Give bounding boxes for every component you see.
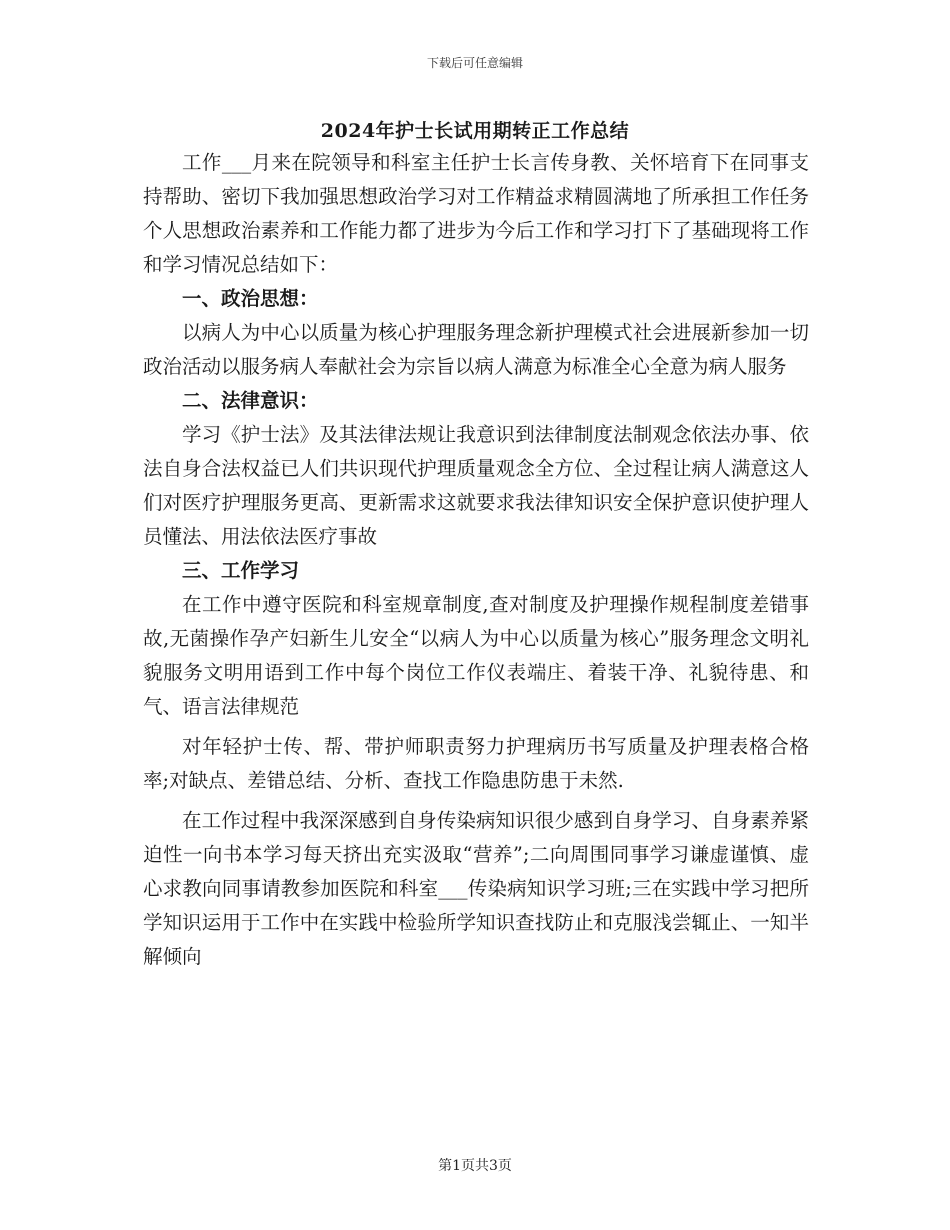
legal-paragraph: 学习《护士法》及其法律法规让我意识到法律制度法制观念依法办事、依法自身合法权益已人们共识现代护理质量观念全方位、全过程让病人满意这人们对医疗护理服务更高、更新需求这就要求我法律知识安全保护意识使护理人员懂法、用法依法医疗事故 xyxy=(143,423,809,548)
political-paragraph: 以病人为中心以质量为核心护理服务理念新护理模式社会进展新参加一切政治活动以服务病人奉献社会为宗旨以病人满意为标准全心全意为病人服务 xyxy=(143,321,809,378)
page-number-footer: 第1页共3页 xyxy=(438,1158,512,1174)
section-heading-legal: 二、法律意识： xyxy=(182,389,319,412)
section-heading-work-study: 三、工作学习 xyxy=(182,559,300,582)
document-title: 2024年护士长试用期转正工作总结 xyxy=(320,120,630,142)
document-body xyxy=(143,146,809,974)
learning-paragraph: 在工作过程中我深深感到自身传染病知识很少感到自身学习、自身素养紧迫性一向书本学习每天挤出充实汲取“营养”;二向周围同事学习谦虚谨慎、虚心求教向同事请教参加医院和科室___传染病知识学习班;三在实践中学习把所学知识运用于工作中在实践中检验所学知识查找防止和克服浅尝辄止、一知半解倾向 xyxy=(143,809,809,968)
mentoring-paragraph: 对年轻护士传、帮、带护师职责努力护理病历书写质量及护理表格合格率;对缺点、差错总结、分析、查找工作隐患防患于未然. xyxy=(143,735,809,792)
work-rules-paragraph: 在工作中遵守医院和科室规章制度,查对制度及护理操作规程制度差错事故,无菌操作孕产妇新生儿安全“以病人为中心以质量为核心”服务理念文明礼貌服务文明用语到工作中每个岗位工作仪表端庄、着装干净、礼貌待患、和气、语言法律规范 xyxy=(143,593,809,718)
header-note: 下载后可任意编辑 xyxy=(426,56,523,70)
section-heading-political: 一、政治思想： xyxy=(182,287,319,310)
intro-paragraph: 工作___月来在院领导和科室主任护士长言传身教、关怀培育下在同事支持帮助、密切下我加强思想政治学习对工作精益求精圆满地了所承担工作任务个人思想政治素养和工作能力都了进步为今后工作和学习打下了基础现将工作和学习情况总结如下： xyxy=(143,151,809,276)
